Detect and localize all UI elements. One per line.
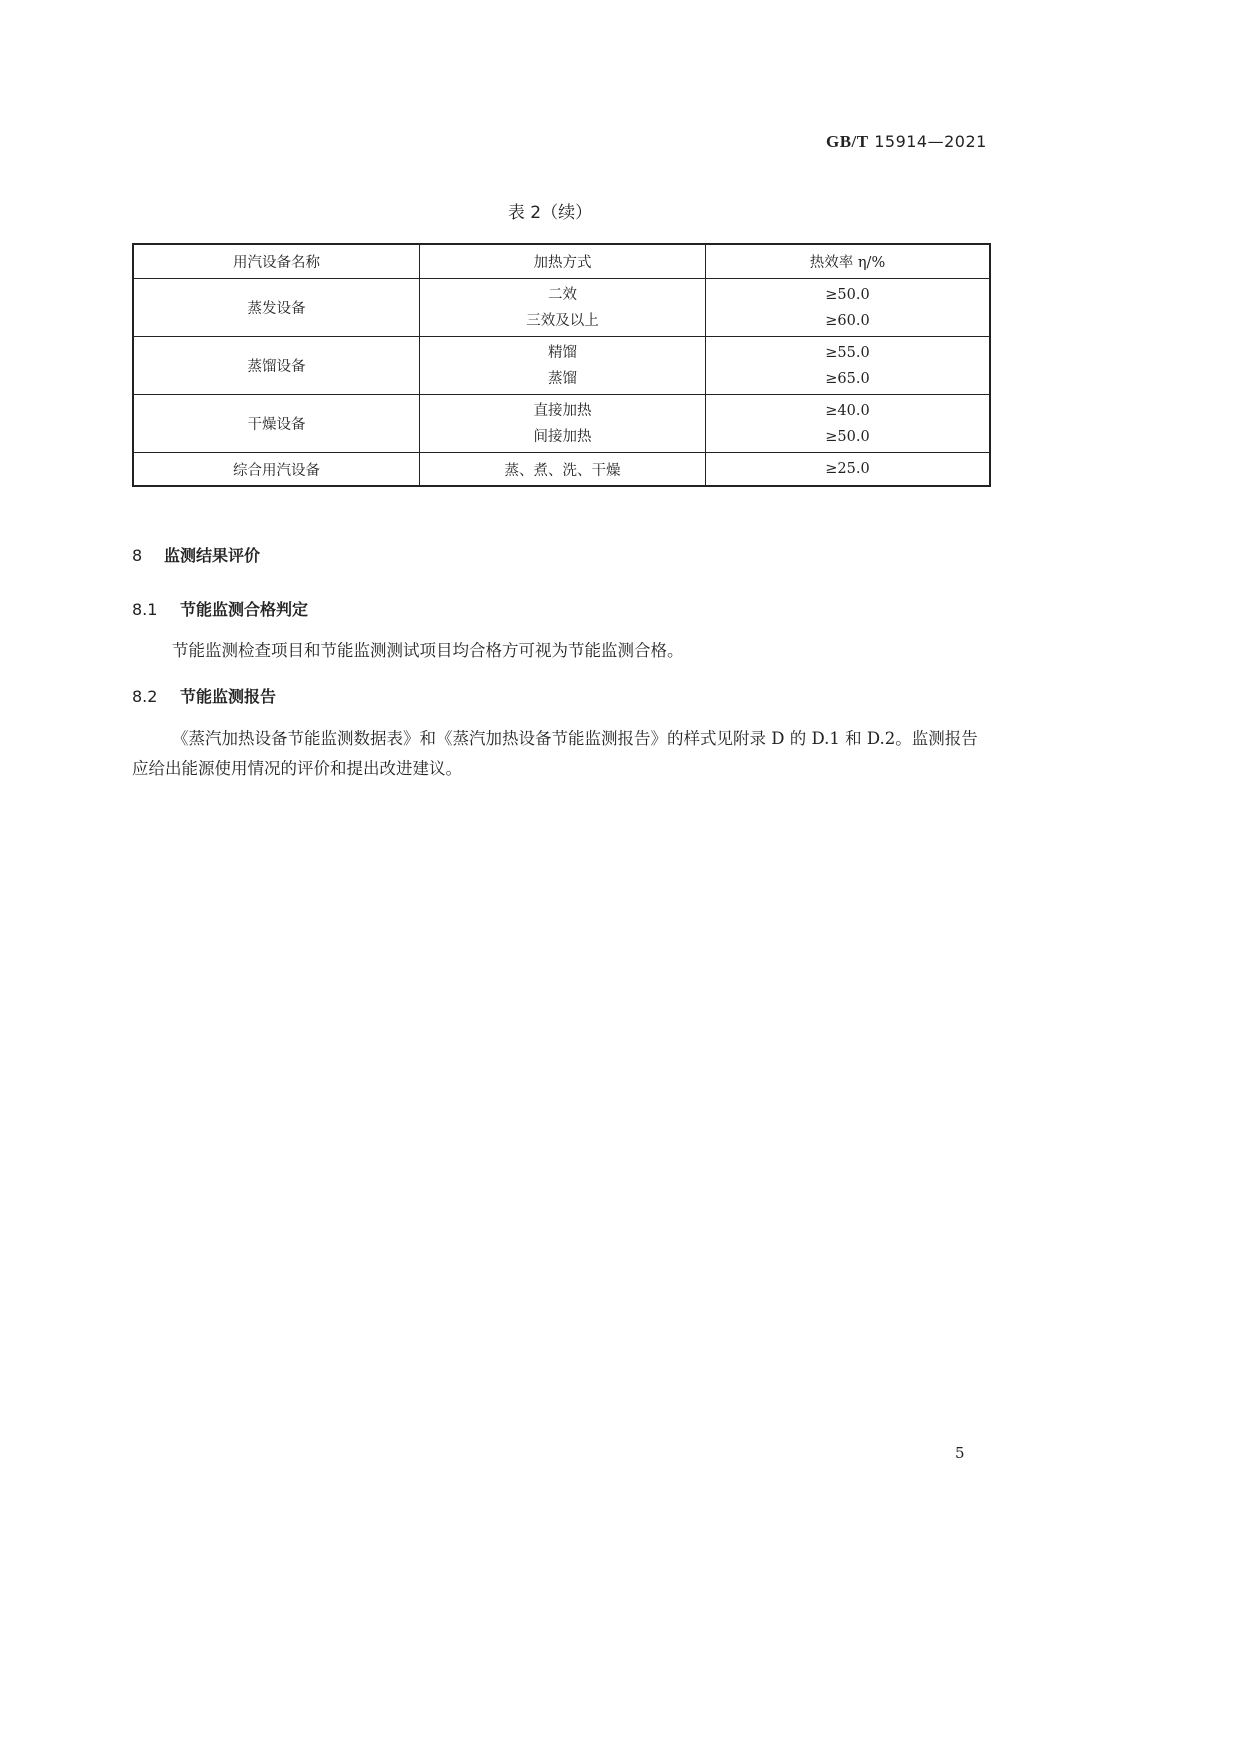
method-text: 三效及以上 bbox=[526, 312, 599, 329]
efficiency-cell: ≥25.0 bbox=[706, 453, 991, 487]
section-8-1-paragraph: 节能监测检查项目和节能监测测试项目均合格方可视为节能监测合格。 bbox=[172, 641, 684, 660]
efficiency-cell bbox=[706, 337, 991, 395]
efficiency-value: ≥60.0 bbox=[825, 312, 870, 329]
method-cell bbox=[420, 395, 706, 453]
standard-prefix: GB/T bbox=[826, 132, 869, 151]
device-name-cell: 综合用汽设备 bbox=[133, 453, 420, 487]
table-header-row bbox=[133, 244, 990, 279]
method-text: 蒸馏 bbox=[548, 370, 577, 387]
method-cell: 蒸、煮、洗、干燥 bbox=[420, 453, 706, 487]
method-text: 直接加热 bbox=[533, 402, 592, 419]
section-8-1-heading bbox=[132, 597, 308, 620]
table-row bbox=[133, 337, 990, 395]
section-8-2-heading bbox=[132, 684, 276, 707]
table-caption: 表 2（续） bbox=[507, 203, 593, 223]
section-title: 节能监测合格判定 bbox=[180, 600, 309, 619]
efficiency-table bbox=[132, 243, 991, 487]
method-cell bbox=[420, 279, 706, 337]
column-header: 用汽设备名称 bbox=[133, 244, 420, 279]
section-title: 监测结果评价 bbox=[164, 546, 261, 565]
section-number: 8.2 bbox=[132, 687, 158, 706]
section-number: 8 bbox=[132, 546, 143, 565]
page-number: 5 bbox=[955, 1444, 965, 1462]
column-header: 热效率 η/% bbox=[706, 244, 991, 279]
efficiency-value: ≥55.0 bbox=[825, 344, 870, 361]
standard-number: 15914—2021 bbox=[868, 132, 987, 151]
efficiency-value: ≥50.0 bbox=[825, 428, 870, 445]
efficiency-value: ≥65.0 bbox=[825, 370, 870, 387]
table-row bbox=[133, 279, 990, 337]
section-number: 8.1 bbox=[132, 600, 158, 619]
standard-code bbox=[826, 132, 987, 152]
section-8-heading bbox=[132, 543, 260, 566]
column-header: 加热方式 bbox=[420, 244, 706, 279]
device-name-cell: 蒸馏设备 bbox=[133, 337, 420, 395]
method-cell bbox=[420, 337, 706, 395]
table-row bbox=[133, 395, 990, 453]
efficiency-cell bbox=[706, 395, 991, 453]
method-text: 精馏 bbox=[548, 344, 577, 361]
method-text: 间接加热 bbox=[533, 428, 592, 445]
efficiency-value: ≥50.0 bbox=[825, 286, 870, 303]
efficiency-cell bbox=[706, 279, 991, 337]
efficiency-value: ≥40.0 bbox=[825, 402, 870, 419]
device-name-cell: 蒸发设备 bbox=[133, 279, 420, 337]
section-8-2-paragraph: 《蒸汽加热设备节能监测数据表》和《蒸汽加热设备节能监测报告》的样式见附录 D 的 D.1 和 D.2。监测报告应给出能源使用情况的评价和提出改进建议。 bbox=[132, 729, 978, 778]
section-title: 节能监测报告 bbox=[180, 687, 277, 706]
table-row bbox=[133, 453, 990, 487]
method-text: 二效 bbox=[548, 286, 577, 303]
device-name-cell: 干燥设备 bbox=[133, 395, 420, 453]
